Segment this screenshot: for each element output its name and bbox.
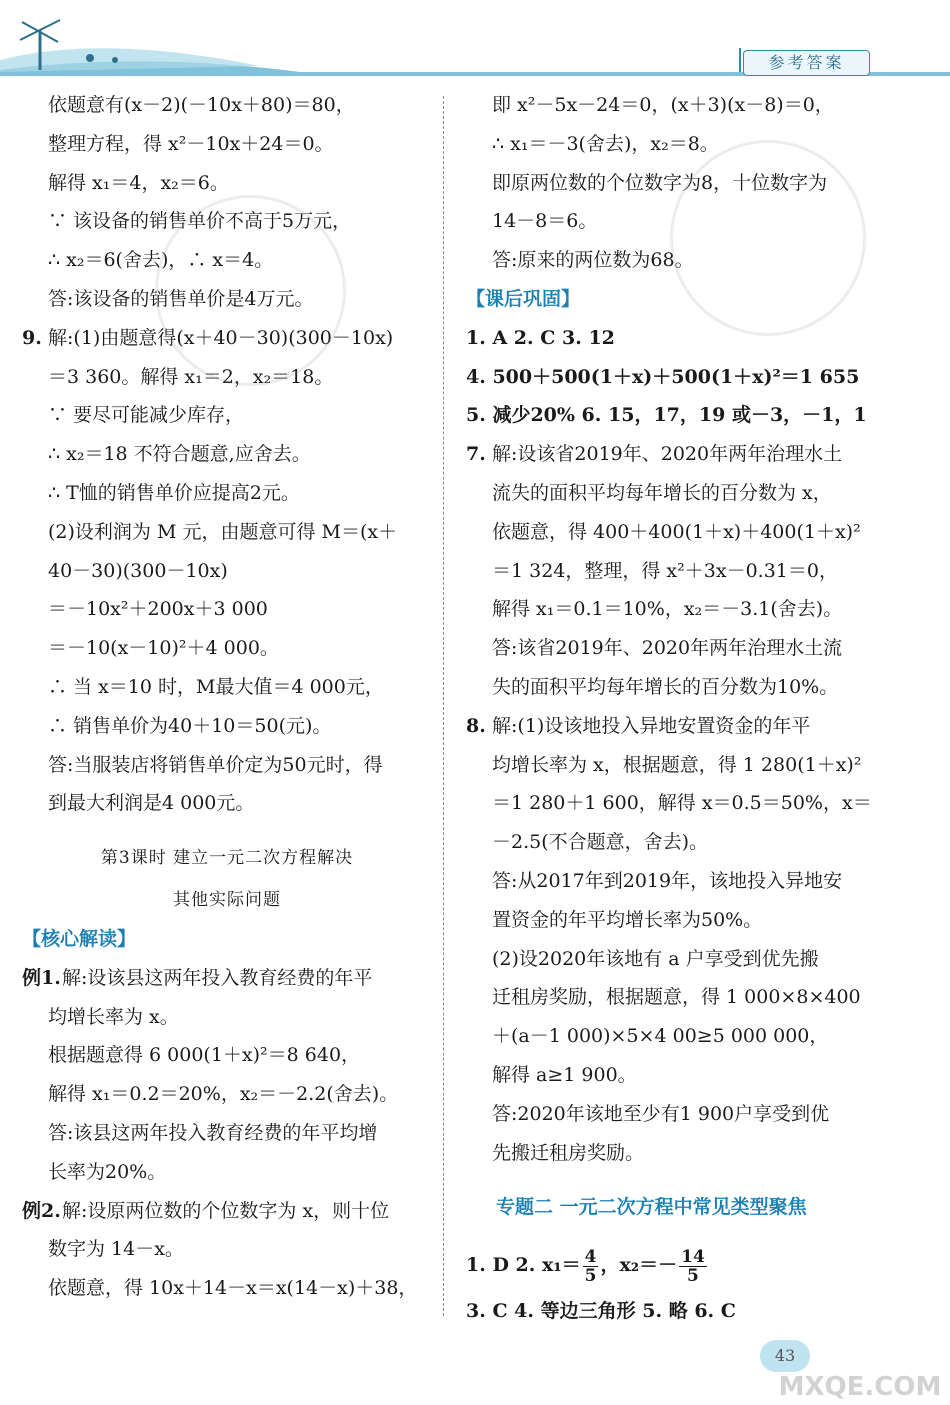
text-line: ＝－10(x－10)²＋4 000。: [48, 637, 279, 660]
section-heading-core: 【核心解读】: [22, 927, 137, 950]
text-line: ∴ 当 x＝10 时，M最大值＝4 000元，: [48, 675, 384, 698]
fraction-numerator: 14: [681, 1246, 705, 1267]
text-line: ∴ x₂＝6(舍去)，∴ x＝4。: [48, 249, 274, 272]
text-line: (2)设利润为 M 元，由题意可得 M＝(x＋: [48, 520, 398, 543]
text-line: 答:该设备的销售单价是4万元。: [48, 287, 314, 310]
question-number: 7.: [466, 443, 486, 466]
answer-text: ，x₂＝－: [600, 1254, 678, 1277]
text-line: 依题意有(x－2)(－10x＋80)＝80，: [48, 94, 355, 116]
fraction: [679, 1248, 707, 1285]
text-line: －2.5(不合题意，舍去)。: [492, 831, 709, 854]
answer-text: 1. D 2. x₁＝: [466, 1254, 581, 1277]
text-line: 迁租房奖励，根据题意，得 1 000×8×400: [492, 986, 861, 1009]
text-line: ∴ x₁＝－3(舍去)，x₂＝8。: [492, 132, 719, 155]
topic-title: 专题二 一元二次方程中常见类型聚焦: [496, 1196, 807, 1219]
text-line: 解得 x₁＝4，x₂＝6。: [48, 171, 229, 194]
text-line: 40－30)(300－10x): [48, 559, 228, 582]
text-line: 14－8＝6。: [492, 210, 598, 233]
answer-line: 3. C 4. 等边三角形 5. 略 6. C: [466, 1300, 736, 1323]
fraction-denominator: 5: [687, 1265, 699, 1286]
header-label: 参考答案: [743, 50, 870, 76]
text-line: 整理方程，得 x²－10x＋24＝0。: [48, 132, 334, 155]
text-line: 长率为20%。: [48, 1160, 167, 1183]
text-line: 解:设原两位数的个位数字为 x，则十位: [62, 1199, 390, 1222]
question-8: [466, 713, 878, 752]
text-line: 答:从2017年到2019年，该地投入异地安: [492, 869, 843, 892]
lesson-title-2: 其他实际问题: [173, 890, 281, 911]
question-number: 9.: [22, 326, 42, 349]
text-line: 解得 a≥1 900。: [492, 1063, 637, 1086]
text-line: 答:该省2019年、2020年两年治理水土流: [492, 637, 843, 660]
text-line: 解:(1)由题意得(x＋40－30)(300－10x): [48, 326, 394, 349]
text-line: ∴ x₂＝18 不符合题意,应舍去。: [48, 443, 311, 466]
text-line: 根据题意得 6 000(1＋x)²＝8 640，: [48, 1044, 361, 1067]
answer-line: 1. A 2. C 3. 12: [466, 326, 615, 349]
text-line: ∵ 该设备的销售单价不高于5万元，: [48, 210, 352, 233]
text-line: 均增长率为 x，根据题意，得 1 280(1＋x)²: [492, 753, 862, 776]
example-1: [22, 965, 432, 1004]
lesson-title: 第3课时 建立一元二次方程解决: [100, 848, 354, 869]
text-line: 答:2020年该地至少有1 900户享受到优: [492, 1102, 830, 1125]
text-line: ∴ 销售单价为40＋10＝50(元)。: [48, 714, 332, 737]
text-line: ＝－10x²＋200x＋3 000: [48, 598, 268, 621]
text-line: ∴ T恤的销售单价应提高2元。: [48, 481, 300, 504]
text-line: ＝1 324，整理，得 x²＋3x－0.31＝0，: [492, 559, 838, 582]
example-number: 例2.: [22, 1199, 61, 1222]
text-line: 答:当服装店将销售单价定为50元时，得: [48, 753, 383, 776]
watermark-text: MXQE.COM: [778, 1372, 942, 1402]
text-line: ∵ 要尽可能减少库存，: [48, 404, 245, 427]
text-line: 依题意，得 400＋400(1＋x)＋400(1＋x)²: [492, 520, 861, 543]
text-line: ＋(a－1 000)×5×4 00≥5 000 000，: [492, 1025, 829, 1048]
text-line: 即原两位数的个位数字为8，十位数字为: [492, 171, 828, 194]
text-line: 答:该县这两年投入教育经费的年平均增: [48, 1121, 378, 1144]
page-header: [0, 0, 950, 86]
text-line: 解得 x₁＝0.1＝10%，x₂＝－3.1(舍去)。: [492, 598, 843, 621]
stamp-watermark: [155, 195, 346, 386]
question-7: [466, 441, 878, 480]
fraction-numerator: 4: [584, 1246, 597, 1267]
text-line: 流失的面积平均每年增长的百分数为 x，: [492, 481, 832, 504]
text-line: 先搬迁租房奖励。: [492, 1141, 645, 1164]
text-line: 依题意，得 10x＋14－x＝x(14－x)＋38，: [48, 1277, 418, 1300]
fraction: [583, 1248, 599, 1285]
text-line: 解:设该县这两年投入教育经费的年平: [62, 966, 373, 989]
text-line: 数字为 14－x。: [48, 1238, 184, 1261]
column-divider: [443, 96, 444, 1316]
answer-line-fractions: [466, 1236, 878, 1298]
answer-line: 4. 500＋500(1＋x)＋500(1＋x)²＝1 655: [466, 365, 860, 388]
text-line: 失的面积平均每年增长的百分数为10%。: [492, 675, 839, 698]
text-line: 解:(1)设该地投入异地安置资金的年平: [492, 714, 811, 737]
text-line: 置资金的年平均增长率为50%。: [492, 908, 763, 931]
text-line: 答:原来的两位数为68。: [492, 249, 694, 272]
example-2: [22, 1198, 432, 1237]
section-heading-review: 【课后巩固】: [466, 287, 581, 310]
text-line: 均增长率为 x。: [48, 1005, 179, 1028]
text-line: ＝1 280＋1 600，解得 x＝0.5＝50%，x＝: [492, 792, 872, 815]
text-line: (2)设2020年该地有 a 户享受到优先搬: [492, 947, 819, 970]
text-line: 到最大利润是4 000元。: [48, 792, 255, 815]
fraction-denominator: 5: [584, 1265, 597, 1286]
text-line: 解:设该省2019年、2020年两年治理水土: [492, 443, 843, 466]
stamp-watermark: [670, 140, 866, 336]
text-line: 即 x²－5x－24＝0，(x＋3)(x－8)＝0，: [492, 94, 834, 116]
page-number: 43: [760, 1340, 810, 1372]
site-watermark-logo: [760, 1300, 950, 1405]
text-line: ＝3 360。解得 x₁＝2，x₂＝18。: [48, 365, 334, 388]
question-number: 8.: [466, 714, 486, 737]
example-number: 例1.: [22, 966, 61, 989]
answer-line: 5. 减少20% 6. 15，17，19 或－3，－1，1: [466, 404, 867, 427]
text-line: 解得 x₁＝0.2＝20%，x₂＝－2.2(舍去)。: [48, 1083, 399, 1106]
